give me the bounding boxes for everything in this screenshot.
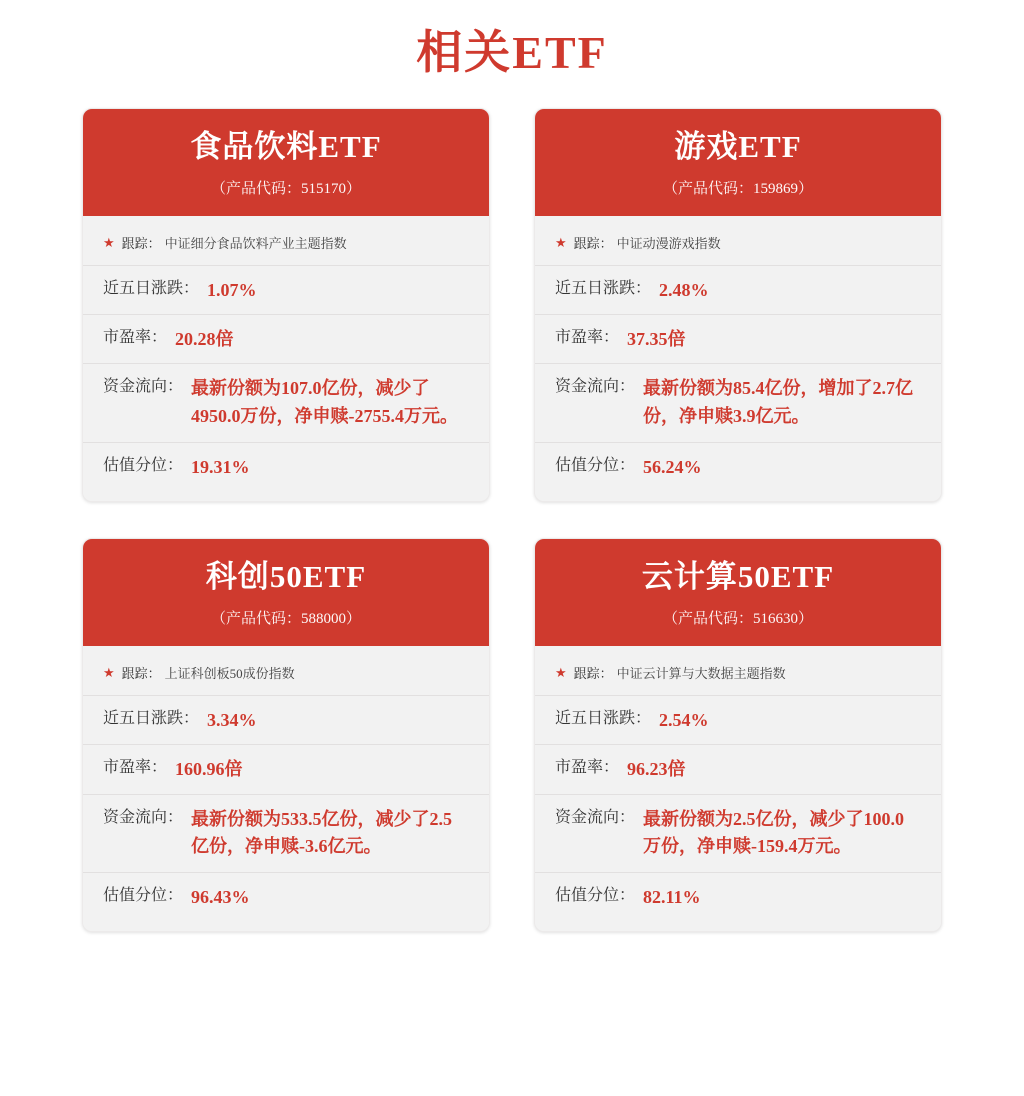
etf-code (549, 607, 927, 628)
etf-track-label: 跟踪： (573, 235, 613, 251)
etf-track-row (535, 220, 941, 267)
etf-code-value: 588000 (301, 610, 346, 627)
etf-page (0, 16, 1024, 1096)
etf-name: 科创50ETF (205, 559, 367, 595)
etf-track-value: 上证科创板50成份指数 (164, 665, 295, 681)
etf-name: 游戏ETF (674, 129, 802, 164)
etf-fiveday-value: 2.54% (659, 710, 709, 731)
etf-valuation-value: 19.31% (191, 457, 250, 478)
etf-fiveday-value: 3.34% (207, 710, 257, 731)
star-icon: ★ (555, 234, 567, 250)
etf-pe-value: 96.23倍 (627, 759, 686, 780)
etf-pe-label: 市盈率： (555, 329, 620, 347)
etf-card-body (83, 646, 489, 932)
etf-pe-row (535, 315, 941, 364)
etf-code-prefix: （产品代码： (210, 180, 301, 197)
etf-valuation-value: 96.43% (191, 887, 250, 908)
etf-flow-label: 资金流向： (103, 378, 184, 396)
etf-flow-value: 最新份额为533.5亿份，减少了2.5亿份，净申赎-3.6亿元。 (191, 808, 453, 857)
etf-valuation-value: 56.24% (643, 457, 702, 478)
etf-valuation-label: 估值分位： (103, 887, 184, 905)
etf-valuation-row (83, 443, 489, 491)
etf-fiveday-value: 1.07% (207, 280, 257, 301)
etf-flow-row (83, 795, 489, 874)
etf-code-value: 516630 (753, 610, 798, 627)
etf-name: 食品饮料ETF (190, 129, 382, 164)
etf-track-label: 跟踪： (573, 665, 613, 681)
etf-valuation-label: 估值分位： (555, 887, 636, 905)
etf-track-label: 跟踪： (121, 235, 161, 251)
etf-flow-label: 资金流向： (555, 378, 636, 396)
etf-fiveday-value: 2.48% (659, 280, 709, 301)
etf-code-prefix: （产品代码： (662, 610, 753, 627)
etf-card-body (535, 216, 941, 502)
etf-code (549, 177, 927, 198)
etf-flow-row (535, 795, 941, 874)
etf-pe-value: 37.35倍 (627, 329, 686, 350)
etf-valuation-label: 估值分位： (555, 457, 636, 475)
etf-code-value: 515170 (301, 180, 346, 197)
etf-fiveday-row (535, 266, 941, 315)
etf-fiveday-label: 近五日涨跌： (103, 280, 200, 298)
etf-card-header (83, 109, 489, 216)
etf-code (97, 177, 475, 198)
etf-name: 云计算50ETF (641, 559, 835, 595)
etf-valuation-row (535, 443, 941, 491)
etf-fiveday-row (83, 696, 489, 745)
etf-flow-label: 资金流向： (555, 808, 636, 826)
etf-track-value: 中证细分食品饮料产业主题指数 (164, 235, 347, 251)
etf-pe-label: 市盈率： (103, 759, 168, 777)
etf-card-header (535, 109, 941, 216)
etf-fiveday-label: 近五日涨跌： (103, 710, 200, 728)
etf-card-header (83, 539, 489, 646)
etf-card[interactable] (534, 538, 942, 932)
page-title: 相关ETF (416, 27, 608, 78)
etf-fiveday-label: 近五日涨跌： (555, 710, 652, 728)
etf-fiveday-row (535, 696, 941, 745)
etf-fiveday-label: 近五日涨跌： (555, 280, 652, 298)
etf-pe-value: 20.28倍 (175, 329, 234, 350)
etf-flow-value: 最新份额为107.0亿份，减少了4950.0万份，净申赎-2755.4万元。 (191, 378, 459, 427)
etf-pe-row (83, 315, 489, 364)
etf-track-row (83, 650, 489, 697)
etf-flow-row (83, 364, 489, 443)
etf-card-grid (0, 108, 1024, 932)
etf-valuation-label: 估值分位： (103, 457, 184, 475)
etf-flow-value: 最新份额为85.4亿份，增加了2.7亿份，净申赎3.9亿元。 (643, 378, 914, 427)
etf-pe-label: 市盈率： (103, 329, 168, 347)
etf-code-prefix: （产品代码： (210, 610, 301, 627)
star-icon: ★ (103, 234, 115, 250)
star-icon: ★ (103, 664, 115, 680)
etf-track-label: 跟踪： (121, 665, 161, 681)
etf-code-value: 159869 (753, 180, 798, 197)
etf-track-row (83, 220, 489, 267)
etf-card-body (535, 646, 941, 932)
etf-track-value: 中证动漫游戏指数 (616, 235, 721, 251)
etf-pe-row (83, 745, 489, 794)
etf-valuation-row (535, 873, 941, 921)
etf-fiveday-row (83, 266, 489, 315)
etf-track-row (535, 650, 941, 697)
etf-card[interactable] (534, 108, 942, 502)
etf-card[interactable] (82, 538, 490, 932)
etf-pe-value: 160.96倍 (175, 759, 243, 780)
etf-card[interactable] (82, 108, 490, 502)
etf-track-value: 中证云计算与大数据主题指数 (616, 665, 786, 681)
etf-flow-row (535, 364, 941, 443)
star-icon: ★ (555, 664, 567, 680)
etf-valuation-row (83, 873, 489, 921)
etf-code-suffix: ） (798, 180, 814, 197)
etf-flow-label: 资金流向： (103, 808, 184, 826)
etf-flow-value: 最新份额为2.5亿份，减少了100.0万份，净申赎-159.4万元。 (643, 808, 905, 857)
etf-card-header (535, 539, 941, 646)
etf-code-suffix: ） (346, 180, 362, 197)
etf-valuation-value: 82.11% (643, 887, 701, 908)
etf-card-body (83, 216, 489, 502)
etf-code-suffix: ） (346, 610, 362, 627)
etf-pe-label: 市盈率： (555, 759, 620, 777)
etf-code (97, 607, 475, 628)
etf-pe-row (535, 745, 941, 794)
etf-code-suffix: ） (798, 610, 814, 627)
etf-code-prefix: （产品代码： (662, 180, 753, 197)
